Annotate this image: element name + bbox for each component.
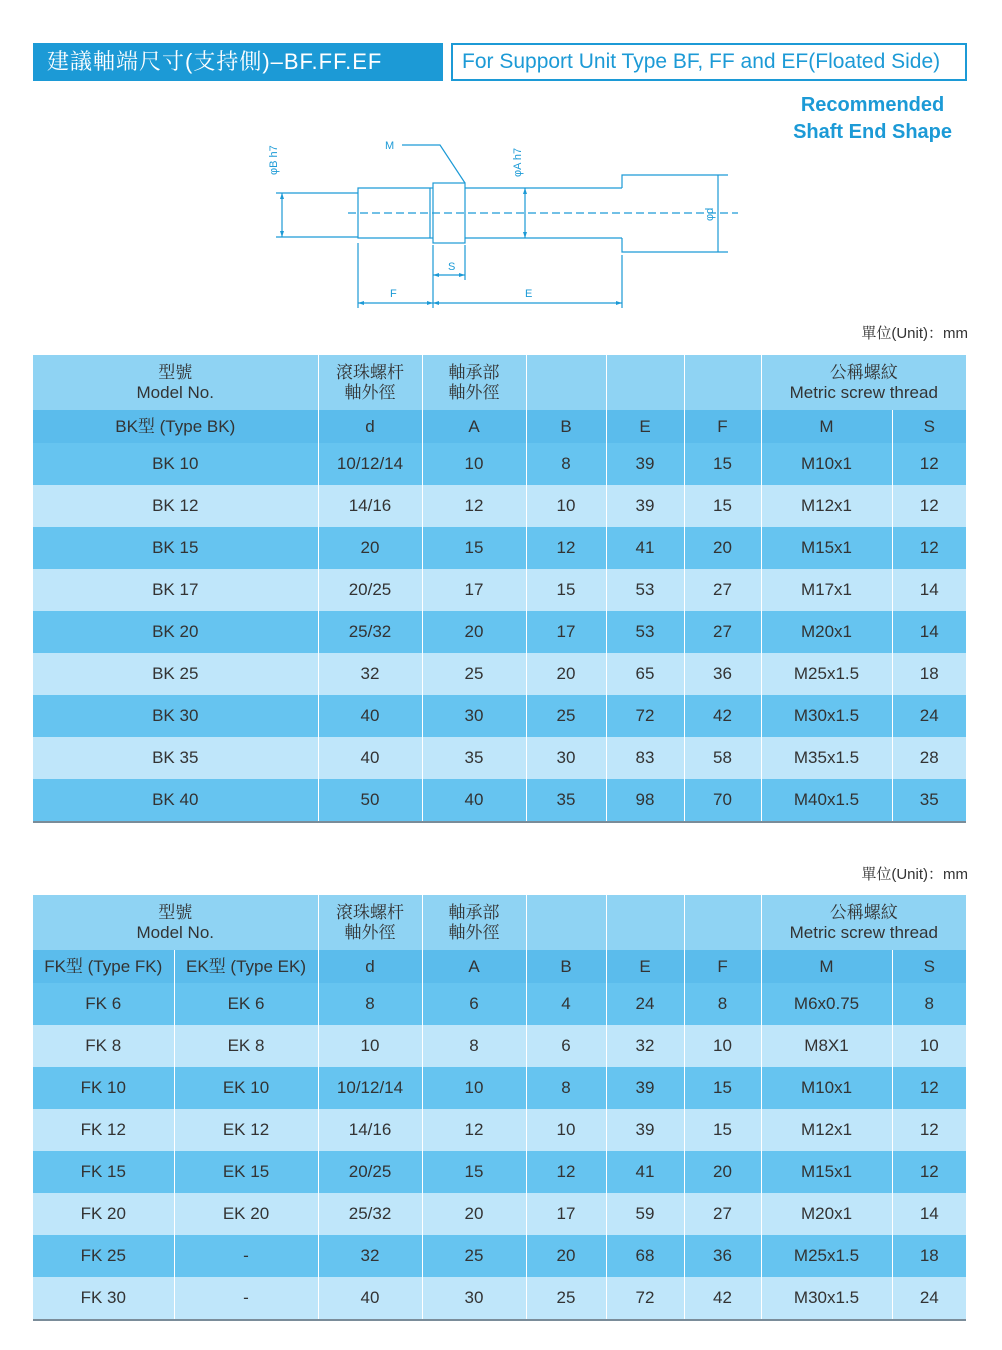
header-d: [318, 895, 422, 950]
table-cell: 98: [606, 779, 684, 822]
table-cell: 42: [684, 695, 761, 737]
table-cell: 15: [422, 527, 526, 569]
table-cell: M20x1: [761, 1193, 892, 1235]
table-cell: 39: [606, 1067, 684, 1109]
table-cell: -: [174, 1277, 318, 1320]
table-cell: 15: [422, 1151, 526, 1193]
table-cell: 15: [684, 1067, 761, 1109]
header-model-zh: 型號: [158, 902, 193, 922]
recommended-line2: Shaft End Shape: [793, 121, 952, 143]
table-row: [33, 1109, 966, 1151]
table-cell: 24: [892, 695, 966, 737]
header-model-en: Model No.: [136, 922, 214, 942]
table-cell: 39: [606, 485, 684, 527]
table-cell: 15: [526, 569, 606, 611]
header-thread-zh: 公稱螺紋: [829, 362, 898, 382]
header-thread-en: Metric screw thread: [789, 382, 938, 402]
header-blank: [526, 895, 606, 950]
table-cell: 4: [526, 983, 606, 1025]
table-column-row: [33, 950, 966, 983]
table-cell: BK 25: [33, 653, 318, 695]
table-cell: 32: [606, 1025, 684, 1067]
table-row: [33, 1025, 966, 1067]
table-cell: 12: [526, 1151, 606, 1193]
table-cell: 24: [892, 1277, 966, 1320]
table-cell: 42: [684, 1277, 761, 1320]
table-cell: 53: [606, 569, 684, 611]
header-a-zh1: 軸承部: [448, 362, 500, 382]
table-row: [33, 695, 966, 737]
table-cell: 17: [526, 1193, 606, 1235]
table-cell: 25: [526, 695, 606, 737]
table-cell: M10x1: [761, 1067, 892, 1109]
table-cell: 40: [422, 779, 526, 822]
table-cell: 20: [684, 1151, 761, 1193]
table-cell: 12: [422, 1109, 526, 1151]
table-cell: 8: [892, 983, 966, 1025]
table-cell: 41: [606, 527, 684, 569]
table-cell: M35x1.5: [761, 737, 892, 779]
table-row: [33, 485, 966, 527]
table-cell: M40x1.5: [761, 779, 892, 822]
table-cell: 58: [684, 737, 761, 779]
header-d-zh2: 軸外徑: [344, 922, 396, 942]
table-cell: 30: [422, 695, 526, 737]
table-cell: 12: [892, 527, 966, 569]
column-header: B: [526, 950, 606, 983]
table-cell: 28: [892, 737, 966, 779]
header-blank: [684, 355, 761, 410]
table-cell: 8: [684, 983, 761, 1025]
table-cell: EK 10: [174, 1067, 318, 1109]
table-cell: M20x1: [761, 611, 892, 653]
table-cell: 10: [318, 1025, 422, 1067]
table-cell: 10: [422, 1067, 526, 1109]
table-cell: 35: [422, 737, 526, 779]
table-cell: 36: [684, 653, 761, 695]
column-header: d: [318, 410, 422, 443]
table-cell: M25x1.5: [761, 653, 892, 695]
recommended-caption: [793, 92, 952, 146]
table-row: [33, 1067, 966, 1109]
column-header: A: [422, 950, 526, 983]
table-cell: BK 15: [33, 527, 318, 569]
table-cell: M15x1: [761, 1151, 892, 1193]
column-header: S: [892, 950, 966, 983]
table-cell: 30: [526, 737, 606, 779]
table-cell: M12x1: [761, 485, 892, 527]
table-cell: EK 12: [174, 1109, 318, 1151]
table-cell: 83: [606, 737, 684, 779]
table-cell: 32: [318, 653, 422, 695]
table-cell: 50: [318, 779, 422, 822]
table-cell: M30x1.5: [761, 695, 892, 737]
diagram-label-e: E: [525, 288, 533, 300]
table-header-row: [33, 355, 966, 410]
table-cell: 14/16: [318, 485, 422, 527]
table-cell: 17: [526, 611, 606, 653]
table-cell: FK 25: [33, 1235, 174, 1277]
table-cell: 10: [526, 485, 606, 527]
table-cell: 40: [318, 1277, 422, 1320]
table-cell: FK 10: [33, 1067, 174, 1109]
table-cell: 20: [684, 527, 761, 569]
table-row: [33, 569, 966, 611]
table-cell: 72: [606, 1277, 684, 1320]
table-cell: M15x1: [761, 527, 892, 569]
table-cell: 24: [606, 983, 684, 1025]
diagram-label-s: S: [448, 261, 456, 273]
table-cell: 15: [684, 443, 761, 485]
table-cell: 27: [684, 1193, 761, 1235]
table-cell: 12: [422, 485, 526, 527]
column-header: BK型 (Type BK): [33, 410, 318, 443]
diagram-label-phia: φA h7: [512, 147, 524, 177]
table-cell: 18: [892, 653, 966, 695]
header-thread: [761, 355, 966, 410]
table-cell: 12: [892, 443, 966, 485]
table-cell: 15: [684, 485, 761, 527]
table-header-row: [33, 895, 966, 950]
table-cell: 20: [526, 1235, 606, 1277]
table-cell: 25/32: [318, 611, 422, 653]
header-a-zh2: 軸外徑: [448, 922, 500, 942]
table-cell: M6x0.75: [761, 983, 892, 1025]
diagram-label-f: F: [390, 288, 397, 300]
table-cell: 72: [606, 695, 684, 737]
table-row: [33, 611, 966, 653]
table-cell: FK 30: [33, 1277, 174, 1320]
header-model-en: Model No.: [136, 382, 214, 402]
header-a: [422, 895, 526, 950]
table-cell: 59: [606, 1193, 684, 1235]
table-cell: 10/12/14: [318, 443, 422, 485]
table-row: [33, 653, 966, 695]
table-cell: 25/32: [318, 1193, 422, 1235]
table-cell: M25x1.5: [761, 1235, 892, 1277]
bk-dimension-table: [33, 355, 966, 823]
table-cell: 12: [892, 485, 966, 527]
table-cell: 20/25: [318, 569, 422, 611]
header-blank: [684, 895, 761, 950]
table-cell: FK 6: [33, 983, 174, 1025]
table-cell: 8: [422, 1025, 526, 1067]
table-cell: 10: [422, 443, 526, 485]
table-cell: 27: [684, 569, 761, 611]
title-banner: [33, 43, 967, 81]
table-column-row: [33, 410, 966, 443]
table-cell: FK 15: [33, 1151, 174, 1193]
table-cell: 25: [422, 653, 526, 695]
table-cell: 14: [892, 1193, 966, 1235]
table-cell: BK 35: [33, 737, 318, 779]
header-a: [422, 355, 526, 410]
column-header: F: [684, 950, 761, 983]
table-cell: 12: [892, 1067, 966, 1109]
table-cell: 27: [684, 611, 761, 653]
table-cell: EK 6: [174, 983, 318, 1025]
table-row: [33, 779, 966, 822]
table-cell: 32: [318, 1235, 422, 1277]
header-blank: [606, 895, 684, 950]
header-thread-zh: 公稱螺紋: [829, 902, 898, 922]
table-cell: M17x1: [761, 569, 892, 611]
header-d-zh2: 軸外徑: [344, 382, 396, 402]
table-cell: FK 8: [33, 1025, 174, 1067]
header-d-zh1: 滾珠螺杆: [336, 902, 405, 922]
header-blank: [526, 355, 606, 410]
table-cell: 14: [892, 569, 966, 611]
table-cell: BK 40: [33, 779, 318, 822]
header-model: [33, 355, 318, 410]
diagram-label-phib: φB h7: [268, 145, 280, 175]
table-cell: 41: [606, 1151, 684, 1193]
table-cell: M30x1.5: [761, 1277, 892, 1320]
table-cell: M10x1: [761, 443, 892, 485]
header-a-zh2: 軸外徑: [448, 382, 500, 402]
column-header: S: [892, 410, 966, 443]
table-cell: 20: [318, 527, 422, 569]
table-cell: 39: [606, 443, 684, 485]
table-cell: BK 10: [33, 443, 318, 485]
table-cell: 8: [526, 443, 606, 485]
table-cell: 20: [526, 653, 606, 695]
table-cell: EK 20: [174, 1193, 318, 1235]
table-row: [33, 737, 966, 779]
table-cell: 70: [684, 779, 761, 822]
table-cell: 14: [892, 611, 966, 653]
table-cell: BK 12: [33, 485, 318, 527]
table-cell: 20: [422, 1193, 526, 1235]
header-d-zh1: 滾珠螺杆: [336, 362, 404, 382]
table-cell: 6: [526, 1025, 606, 1067]
shaft-end-diagram: [240, 125, 750, 315]
table-row: [33, 1193, 966, 1235]
table-cell: 14/16: [318, 1109, 422, 1151]
table-cell: 17: [422, 569, 526, 611]
title-zh: 建議軸端尺寸(支持側)–BF.FF.EF: [33, 43, 443, 81]
column-header: E: [606, 950, 684, 983]
table-cell: 10: [526, 1109, 606, 1151]
header-d: [318, 355, 422, 410]
table-cell: 39: [606, 1109, 684, 1151]
header-thread: [761, 895, 966, 950]
column-header: B: [526, 410, 606, 443]
header-thread-en: Metric screw thread: [789, 922, 938, 942]
table-cell: 12: [892, 1109, 966, 1151]
table-cell: 36: [684, 1235, 761, 1277]
table-cell: FK 20: [33, 1193, 174, 1235]
table-cell: 6: [422, 983, 526, 1025]
table-cell: 68: [606, 1235, 684, 1277]
table-cell: 35: [892, 779, 966, 822]
table-cell: 40: [318, 737, 422, 779]
column-header: FK型 (Type FK): [33, 950, 174, 983]
title-en: For Support Unit Type BF, FF and EF(Floated Side): [451, 43, 967, 81]
table-cell: 20: [422, 611, 526, 653]
column-header: A: [422, 410, 526, 443]
fk-dimension-table: [33, 895, 966, 1321]
table-cell: M12x1: [761, 1109, 892, 1151]
table-cell: 25: [526, 1277, 606, 1320]
table-cell: 40: [318, 695, 422, 737]
table-cell: -: [174, 1235, 318, 1277]
table-cell: EK 15: [174, 1151, 318, 1193]
diagram-label-phid: φd: [704, 207, 716, 221]
table-row: [33, 443, 966, 485]
header-blank: [606, 355, 684, 410]
table-row: [33, 527, 966, 569]
table-cell: M8X1: [761, 1025, 892, 1067]
column-header: M: [761, 950, 892, 983]
table-cell: 10: [684, 1025, 761, 1067]
header-model: [33, 895, 318, 950]
unit-label-bk: 單位(Unit)：mm: [861, 325, 968, 342]
table-cell: 10: [892, 1025, 966, 1067]
table-row: [33, 983, 966, 1025]
table-cell: BK 30: [33, 695, 318, 737]
table-row: [33, 1277, 966, 1320]
column-header: F: [684, 410, 761, 443]
table-cell: 12: [526, 527, 606, 569]
shaft-section-b: [358, 188, 430, 238]
diagram-label-m: M: [385, 140, 395, 152]
table-cell: 25: [422, 1235, 526, 1277]
table-row: [33, 1235, 966, 1277]
recommended-line1: Recommended: [800, 94, 945, 116]
column-header: d: [318, 950, 422, 983]
table-cell: 53: [606, 611, 684, 653]
table-cell: 8: [318, 983, 422, 1025]
table-cell: 65: [606, 653, 684, 695]
table-cell: 15: [684, 1109, 761, 1151]
column-header: M: [761, 410, 892, 443]
table-cell: 30: [422, 1277, 526, 1320]
table-cell: 18: [892, 1235, 966, 1277]
table-cell: 35: [526, 779, 606, 822]
table-cell: EK 8: [174, 1025, 318, 1067]
table-cell: FK 12: [33, 1109, 174, 1151]
table-cell: 12: [892, 1151, 966, 1193]
header-model-zh: 型號: [158, 362, 193, 382]
column-header: EK型 (Type EK): [174, 950, 318, 983]
table-row: [33, 1151, 966, 1193]
unit-label-fk: 單位(Unit)：mm: [861, 866, 968, 883]
table-cell: BK 20: [33, 611, 318, 653]
table-cell: 20/25: [318, 1151, 422, 1193]
table-cell: 8: [526, 1067, 606, 1109]
table-cell: BK 17: [33, 569, 318, 611]
table-cell: 10/12/14: [318, 1067, 422, 1109]
header-a-zh1: 軸承部: [448, 902, 500, 922]
column-header: E: [606, 410, 684, 443]
